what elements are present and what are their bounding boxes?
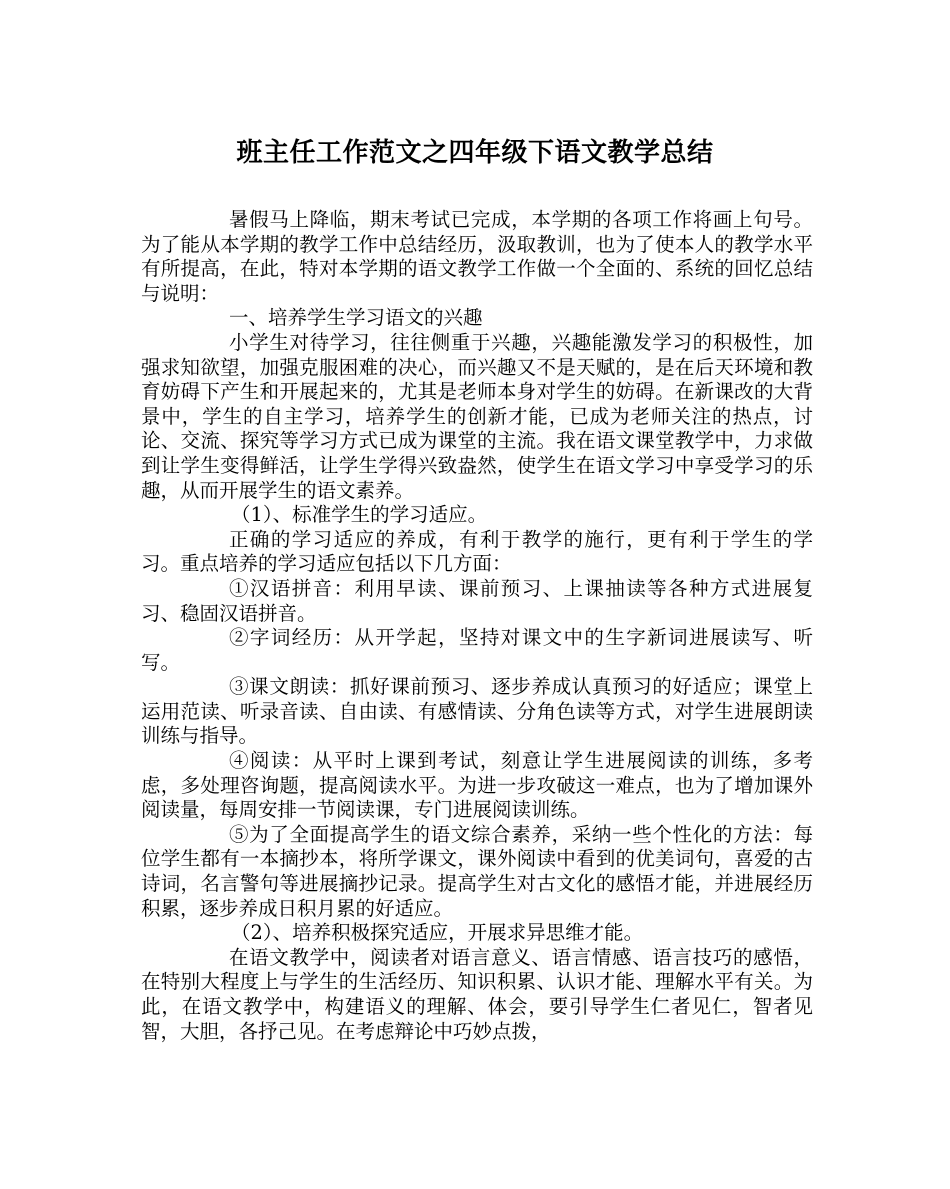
paragraph: 在语文教学中，阅读者对语言意义、语言情感、语言技巧的感悟，在特别大程度上与学生的生活经历、知识积累、认识才能、理解水平有关。为此，在语文教学中，构建语义的理解、体会，要引导学生仁者见仁，智者见智，大胆，各抒己见。在考虑辩论中巧妙点拨， — [141, 945, 813, 1043]
paragraph: 正确的学习适应的养成，有利于教学的施行，更有利于学生的学习。重点培养的学习适应包括以下几方面： — [141, 527, 813, 576]
paragraph-intro: 暑假马上降临，期末考试已完成，本学期的各项工作将画上句号。为了能从本学期的教学工作中总结经历，汲取教训，也为了使本人的教学水平有所提高，在此，特对本学期的语文教学工作做一个全面的、系统的回忆总结与说明： — [141, 208, 813, 305]
list-item-literacy: ⑤为了全面提高学生的语文综合素养，采纳一些个性化的方法：每位学生都有一本摘抄本，将所学课文，课外阅读中看到的优美词句，喜爱的古诗词，名言警句等进展摘抄记录。提高学生对古文化的感悟才能，并进展经历积累，逐步养成日积月累的好适应。 — [141, 822, 813, 920]
document-title: 班主任工作范文之四年级下语文教学总结 — [236, 138, 714, 168]
section-heading-1: 一、培养学生学习语文的兴趣 — [229, 306, 483, 330]
list-item-words: ②字词经历：从开学起，坚持对课文中的生字新词进展读写、听写。 — [141, 626, 813, 674]
document-body — [141, 208, 813, 1044]
list-item-pinyin: ①汉语拼音：利用早读、课前预习、上课抽读等各种方式进展复习、稳固汉语拼音。 — [141, 576, 813, 625]
list-item-reading-aloud: ③课文朗读：抓好课前预习、逐步养成认真预习的好适应；课堂上运用范读、听录音读、自由读、有感情读、分角色读等方式，对学生进展朗读训练与指导。 — [141, 675, 813, 748]
subsection-heading-1: （1）、标准学生的学习适应。 — [231, 503, 488, 527]
list-item-reading: ④阅读：从平时上课到考试，刻意让学生进展阅读的训练，多考虑，多处理咨询题，提高阅读水平。为进一步攻破这一难点，也为了增加课外阅读量，每周安排一节阅读课，专门进展阅读训练。 — [141, 749, 813, 822]
paragraph: 小学生对待学习，往往侧重于兴趣，兴趣能激发学习的积极性，加强求知欲望，加强克服困难的决心，而兴趣又不是天赋的，是在后天环境和教育妨碍下产生和开展起来的，尤其是老师本身对学生的妨碍。在新课改的大背景中，学生的自主学习，培养学生的创新才能，已成为老师关注的热点，讨论、交流、探究等学习方式已成为课堂的主流。我在语文课堂教学中，力求做到让学生变得鲜活，让学生学得兴致盎然，使学生在语文学习中享受学习的乐趣，从而开展学生的语文素养。 — [141, 330, 813, 502]
subsection-heading-2: （2）、培养积极探究适应，开展求异思维才能。 — [231, 921, 644, 945]
